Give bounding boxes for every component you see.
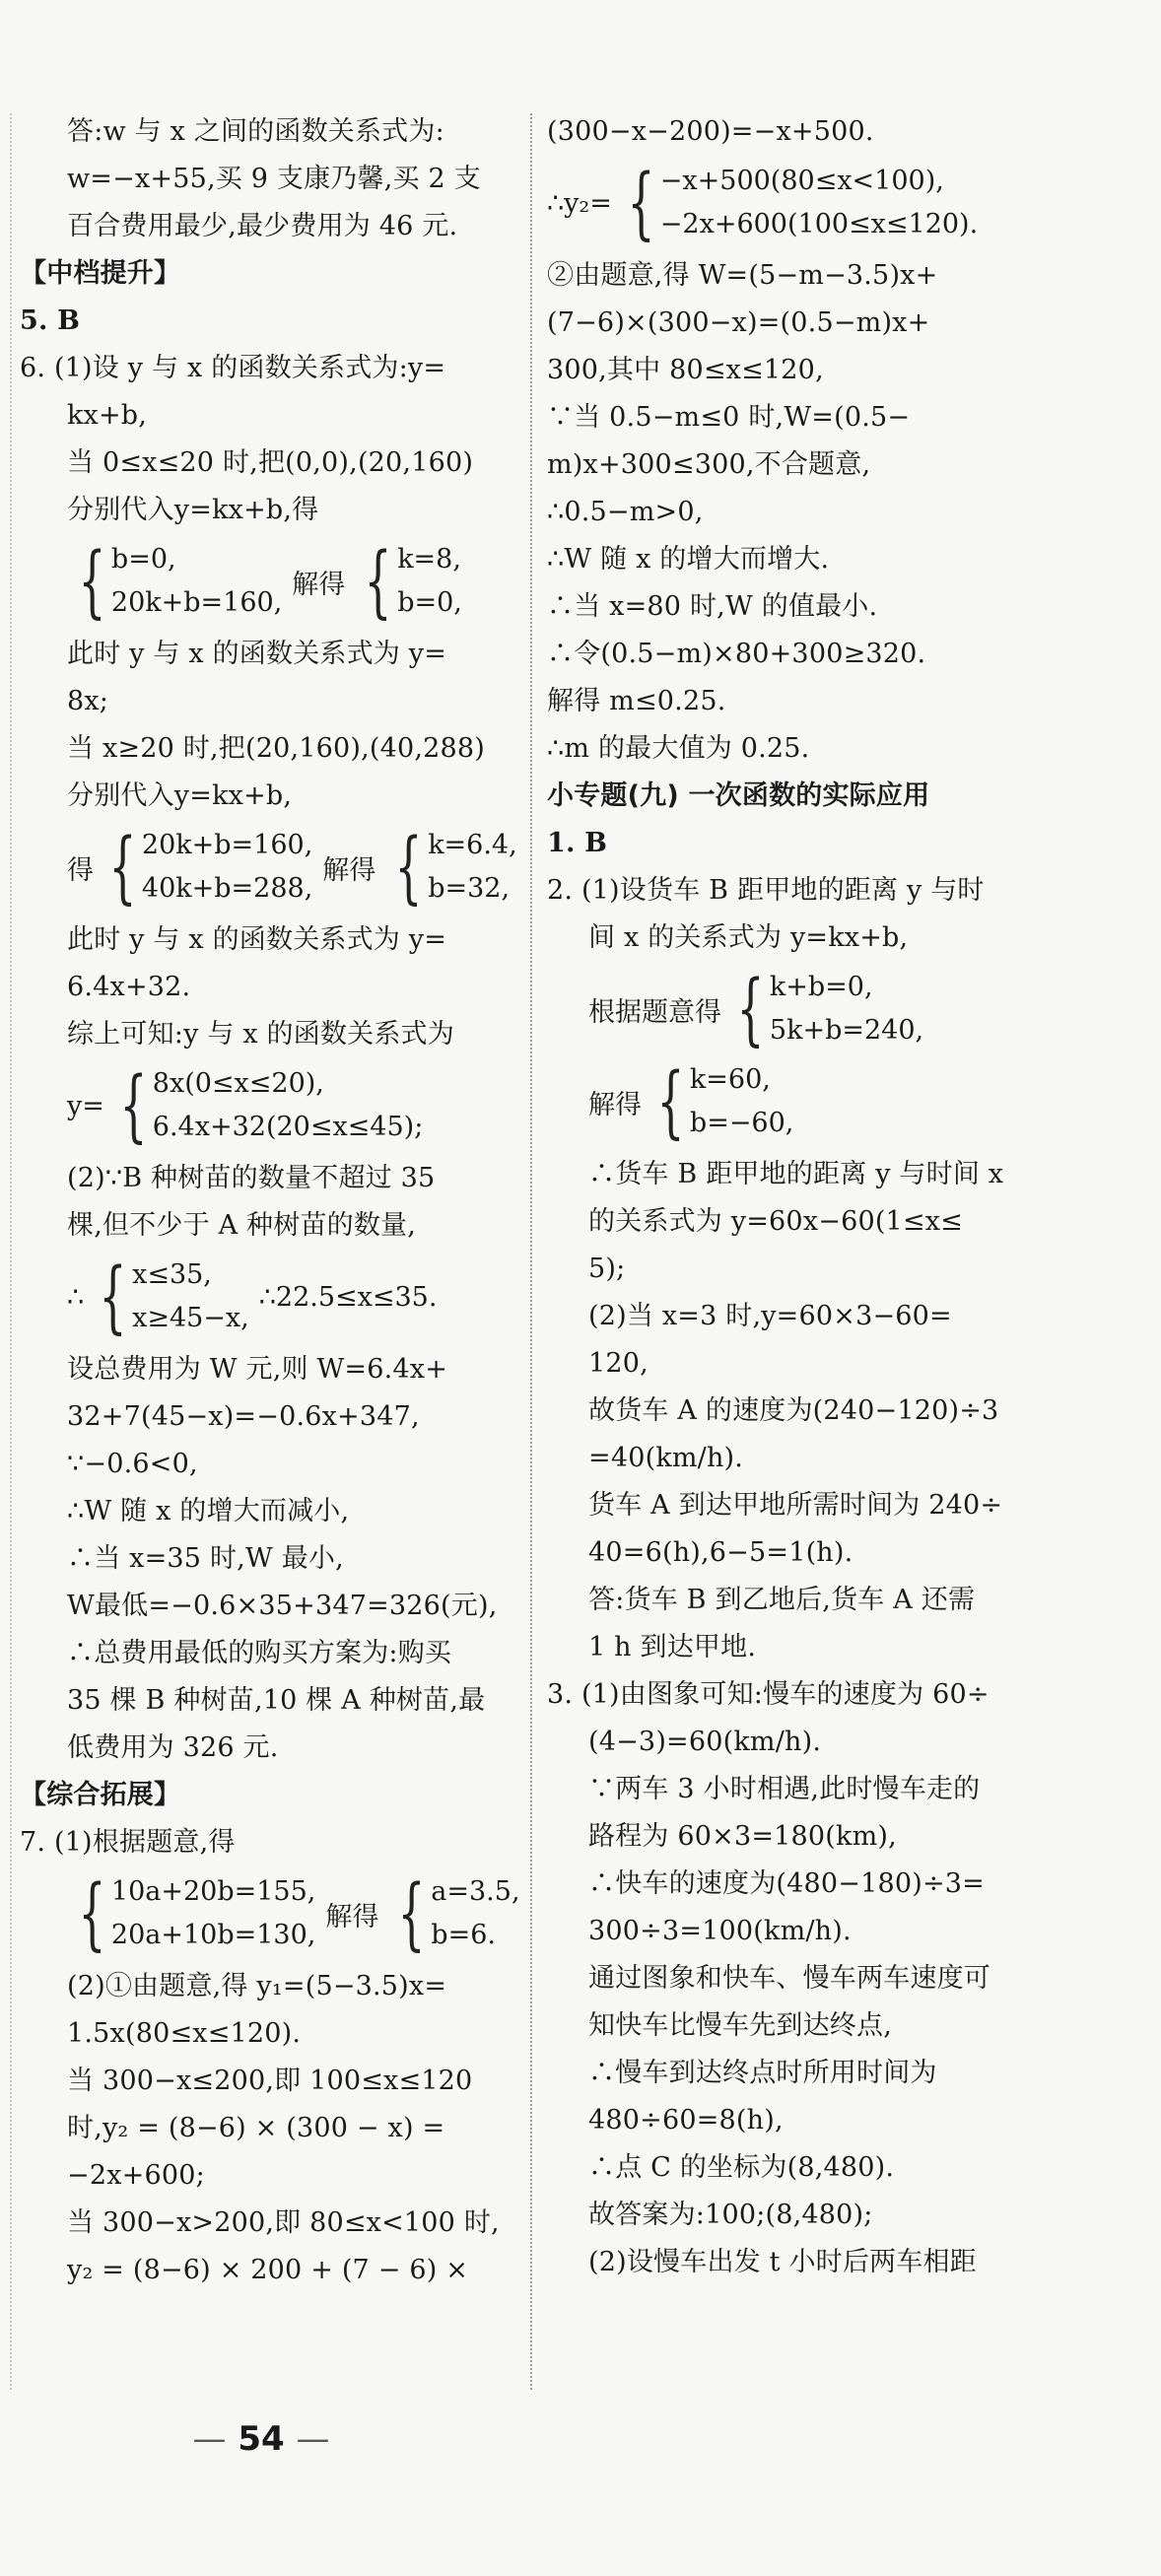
equation-system: { b=0, 20k+b=160, 解得 { k=8, b=0, (78, 535, 462, 627)
text-line: (4−3)=60(km/h). (588, 1727, 822, 1757)
text-line: ∴总费用最低的购买方案为:购买 (67, 1638, 452, 1668)
piecewise-function: ∴y₂= { −x+500(80≤x<100), −2x+600(100≤x≤120). (547, 157, 979, 248)
text-line: ∴快车的速度为(480−180)÷3= (588, 1868, 985, 1899)
text-line: 300÷3=100(km/h). (588, 1916, 852, 1946)
text-line: 分别代入y=kx+b,得 (67, 495, 319, 525)
text-line: 的关系式为 y=60x−60(1≤x≤ (588, 1206, 964, 1237)
text-line: 知快车比慢车先到达终点, (588, 2010, 892, 2041)
column-divider (530, 113, 532, 2390)
text-line: 通过图象和快车、慢车两车速度可 (588, 1963, 990, 1994)
right-column (547, 108, 1133, 2286)
text-line: ∴点 C 的坐标为(8,480). (588, 2152, 895, 2183)
text-line: 间 x 的关系式为 y=kx+b, (588, 922, 909, 953)
equation-system: { 10a+20b=155, 20a+10b=130, 解得 { a=3.5, b=6. (78, 1867, 520, 1959)
text-line: y₂ = (8−6) × 200 + (7 − 6) × (67, 2255, 469, 2285)
text-line: kx+b, (67, 400, 148, 431)
text-line: ∴m 的最大值为 0.25. (547, 733, 810, 764)
text-line: 答:w 与 x 之间的函数关系式为: (67, 116, 444, 147)
text-line: 1.5x(80≤x≤120). (67, 2018, 302, 2049)
text-line: 3. (1)由图象可知:慢车的速度为 60÷ (547, 1679, 990, 1710)
text-line: 此时 y 与 x 的函数关系式为 y= (67, 924, 447, 955)
text-line: 7. (1)根据题意,得 (20, 1827, 236, 1858)
section-heading: 【中档提升】 (20, 258, 181, 289)
text-line: 百合费用最少,最少费用为 46 元. (67, 211, 458, 241)
text-line: 当 x≥20 时,把(20,160),(40,288) (67, 733, 486, 764)
text-line: 32+7(45−x)=−0.6x+347, (67, 1401, 420, 1432)
text-line: 答:货车 B 到乙地后,货车 A 还需 (588, 1585, 976, 1615)
text-line: 棵,但不少于 A 种树苗的数量, (67, 1210, 417, 1241)
answer-number: 5. B (20, 305, 81, 336)
text-line: ②由题意,得 W=(5−m−3.5)x+ (547, 260, 938, 291)
text-line: ∴W 随 x 的增大而增大. (547, 544, 830, 575)
text-line: ∵两车 3 小时相遇,此时慢车走的 (588, 1774, 981, 1804)
text-line: W最低=−0.6×35+347=326(元), (67, 1591, 498, 1621)
text-line: (2)∵B 种树苗的数量不超过 35 (67, 1163, 436, 1193)
inequality-system: ∴ { x≤35, x≥45−x, ∴22.5≤x≤35. (67, 1251, 438, 1342)
text-line: (300−x−200)=−x+500. (547, 116, 874, 147)
text-line: 当 0≤x≤20 时,把(0,0),(20,160) (67, 447, 474, 478)
left-column (20, 108, 520, 2294)
text-line: 120, (588, 1348, 649, 1379)
text-line: 6. (1)设 y 与 x 的函数关系式为:y= (20, 353, 446, 383)
equation-system: 根据题意得 { k+b=0, 5k+b=240, (588, 963, 924, 1054)
text-line: ∵−0.6<0, (67, 1449, 198, 1479)
text-line: (2)当 x=3 时,y=60×3−60= (588, 1301, 952, 1331)
text-line: 路程为 60×3=180(km), (588, 1821, 897, 1852)
text-line: 1 h 到达甲地. (588, 1632, 757, 1662)
text-line: 35 棵 B 种树苗,10 棵 A 种树苗,最 (67, 1685, 486, 1716)
text-line: ∴当 x=35 时,W 最小, (67, 1543, 344, 1574)
text-line: 此时 y 与 x 的函数关系式为 y= (67, 639, 447, 669)
text-line: 故答案为:100;(8,480); (588, 2200, 873, 2230)
text-line: ∴W 随 x 的增大而减小, (67, 1496, 350, 1526)
text-line: m)x+300≤300,不合题意, (547, 449, 871, 480)
text-line: 当 300−x≤200,即 100≤x≤120 (67, 2066, 473, 2096)
text-line: ∴令(0.5−m)×80+300≥320. (547, 639, 926, 669)
text-line: 故货车 A 的速度为(240−120)÷3 (588, 1395, 999, 1426)
text-line: 货车 A 到达甲地所需时间为 240÷ (588, 1490, 1003, 1521)
section-heading: 【综合拓展】 (20, 1780, 181, 1810)
text-line: 分别代入y=kx+b, (67, 780, 293, 811)
text-line: 当 300−x>200,即 80≤x<100 时, (67, 2207, 500, 2238)
text-line: 5); (588, 1254, 626, 1284)
piecewise-function: y= { 8x(0≤x≤20), 6.4x+32(20≤x≤45); (67, 1059, 424, 1151)
section-heading: 小专题(九) 一次函数的实际应用 (547, 780, 930, 811)
text-line: w=−x+55,买 9 支康乃馨,买 2 支 (67, 164, 481, 194)
text-line: ∵当 0.5−m≤0 时,W=(0.5− (547, 402, 911, 433)
text-line: 设总费用为 W 元,则 W=6.4x+ (67, 1354, 448, 1385)
text-line: 2. (1)设货车 B 距甲地的距离 y 与时 (547, 875, 985, 906)
text-line: 8x; (67, 686, 109, 716)
margin-dots (10, 113, 12, 2390)
text-line: ∴货车 B 距甲地的距离 y 与时间 x (588, 1159, 1004, 1189)
page-number: — 54 — (192, 2419, 330, 2459)
text-line: (2)设慢车出发 t 小时后两车相距 (588, 2247, 977, 2277)
text-line: −2x+600; (67, 2160, 205, 2191)
text-line: (7−6)×(300−x)=(0.5−m)x+ (547, 307, 930, 338)
text-line: 综上可知:y 与 x 的函数关系式为 (67, 1019, 454, 1050)
text-line: (2)①由题意,得 y₁=(5−3.5)x= (67, 1971, 447, 2001)
text-line: 解得 m≤0.25. (547, 686, 726, 716)
text-line: ∴0.5−m>0, (547, 497, 704, 527)
text-line: 300,其中 80≤x≤120, (547, 355, 824, 385)
text-line: 6.4x+32. (67, 972, 191, 1002)
text-line: ∴慢车到达终点时所用时间为 (588, 2058, 937, 2088)
text-line: 40=6(h),6−5=1(h). (588, 1537, 854, 1568)
text-line: 低费用为 326 元. (67, 1732, 279, 1763)
equation-system: 得 { 20k+b=160, 40k+b=288, 解得 { k=6.4, b=32, (67, 821, 517, 913)
text-line: 时,y₂ = (8−6) × (300 − x) = (67, 2113, 445, 2143)
text-line: =40(km/h). (588, 1443, 744, 1473)
equation-system: 解得 { k=60, b=−60, (588, 1055, 794, 1147)
answer-number: 1. B (547, 828, 608, 858)
text-line: ∴当 x=80 时,W 的值最小. (547, 591, 878, 622)
text-line: 480÷60=8(h), (588, 2105, 784, 2135)
